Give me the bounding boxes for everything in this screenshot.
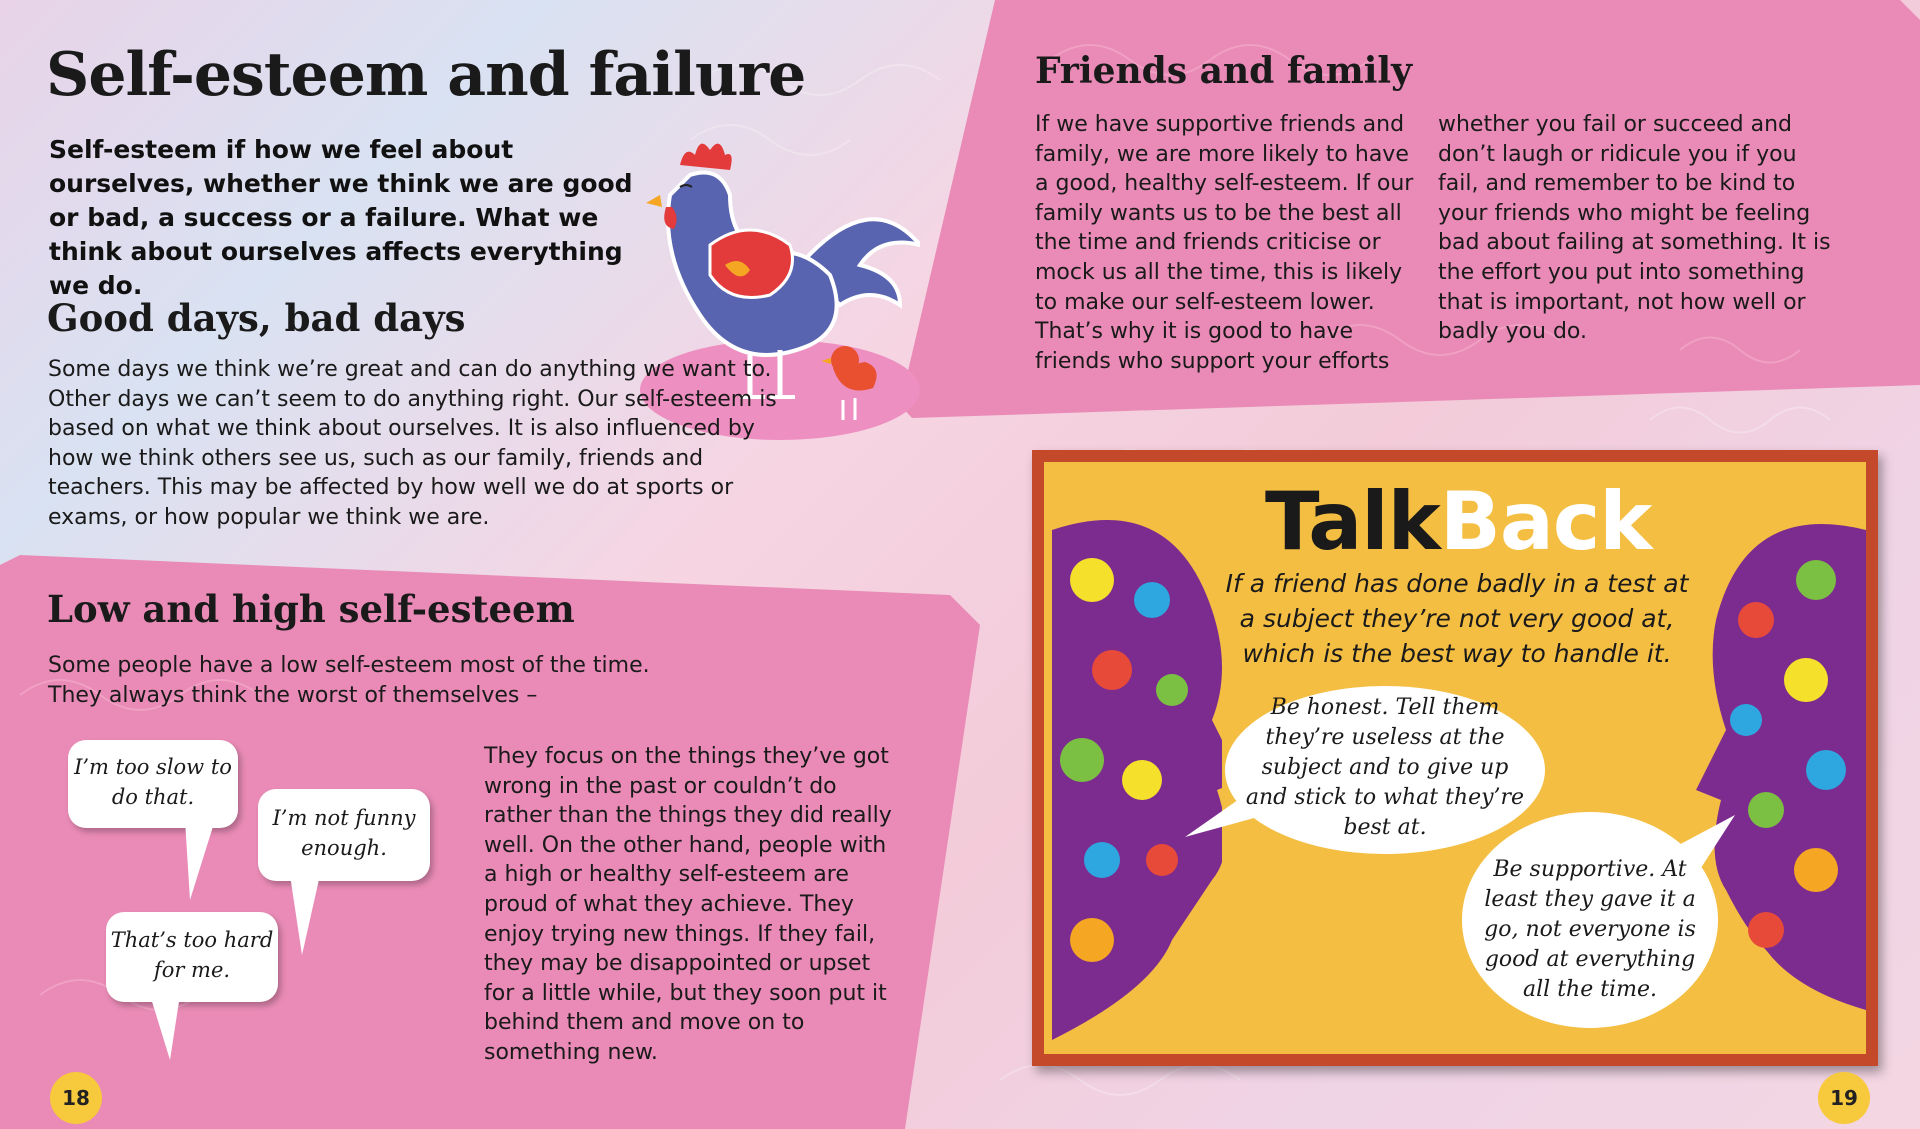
talkback-title — [1265, 475, 1651, 568]
option-honest-text: Be honest. Tell them they’re useless at the subject and to give up and stick to what they’re best at. — [1245, 695, 1525, 840]
page-title: Self-esteem and failure — [46, 40, 806, 110]
speech-bubble-tail — [185, 820, 225, 900]
talkback-title-back: Back — [1439, 475, 1652, 568]
speech-bubble-tail — [290, 875, 330, 955]
low-high-text: They focus on the things they’ve got wrong in the past or couldn’t do rather than the things they did really well. On the other hand, people with a high or healthy self-esteem are proud of what they achieve. They enjoy trying new things. If they fail, they may be disappointed or upset for a little while, but they soon put it behind them and move on to something new. — [484, 744, 892, 1065]
intro-text: Self-esteem if how we feel about ourselves, whether we think we are good or bad, a success or a failure. What we think about ourselves affects everything we do. — [49, 135, 633, 300]
speech-bubble-too-hard — [106, 912, 278, 1002]
talkback-title-talk: Talk — [1265, 475, 1440, 568]
low-high-intro: Some people have a low self-esteem most of the time. They always think the worst of themselves – — [48, 653, 650, 708]
speech-bubble-too-slow — [68, 740, 238, 828]
page-number-right: 19 — [1818, 1072, 1870, 1124]
good-days-text: Some days we think we’re great and can do anything we want to. Other days we can’t seem to do anything right. Our self-esteem is based on what we think about ourselves. It is also influenced by how we think others see us, such as our family, friends and teachers. This may be affected by how well we do at sports or exams, or how popular we think we are. — [48, 357, 777, 530]
talkback-question: If a friend has done badly in a test at a subject they’re not very good at, which is the best way to handle it. — [1225, 569, 1689, 668]
option-supportive-text: Be supportive. At least they gave it a go, not everyone is good at everything all the time. — [1484, 857, 1696, 1002]
speech-bubble-text: I’m not funny enough. — [272, 806, 416, 860]
page-number-left: 18 — [50, 1072, 102, 1124]
speech-bubble-text: I’m too slow to do that. — [74, 755, 232, 809]
friends-heading: Friends and family — [1035, 50, 1412, 92]
speech-bubble-tail — [150, 995, 190, 1060]
low-high-heading: Low and high self-esteem — [47, 587, 575, 631]
friends-column-2: whether you fail or succeed and don’t laugh or ridicule you if you fail, and remember to be kind to your friends who might be feeling bad about failing at something. It is the effort you put into something that is important, not how well or badly you do. — [1438, 112, 1831, 345]
friends-column-1: If we have supportive friends and family, we are more likely to have a good, healthy self-esteem. If our family wants us to be the best all the time and friends criticise or mock us all the time, this is likely to make our self-esteem lower. That’s why it is good to have friends who support your efforts — [1035, 112, 1414, 374]
speech-bubble-not-funny — [258, 789, 430, 881]
good-days-heading: Good days, bad days — [47, 296, 466, 340]
speech-bubble-text: That’s too hard for me. — [110, 928, 274, 982]
